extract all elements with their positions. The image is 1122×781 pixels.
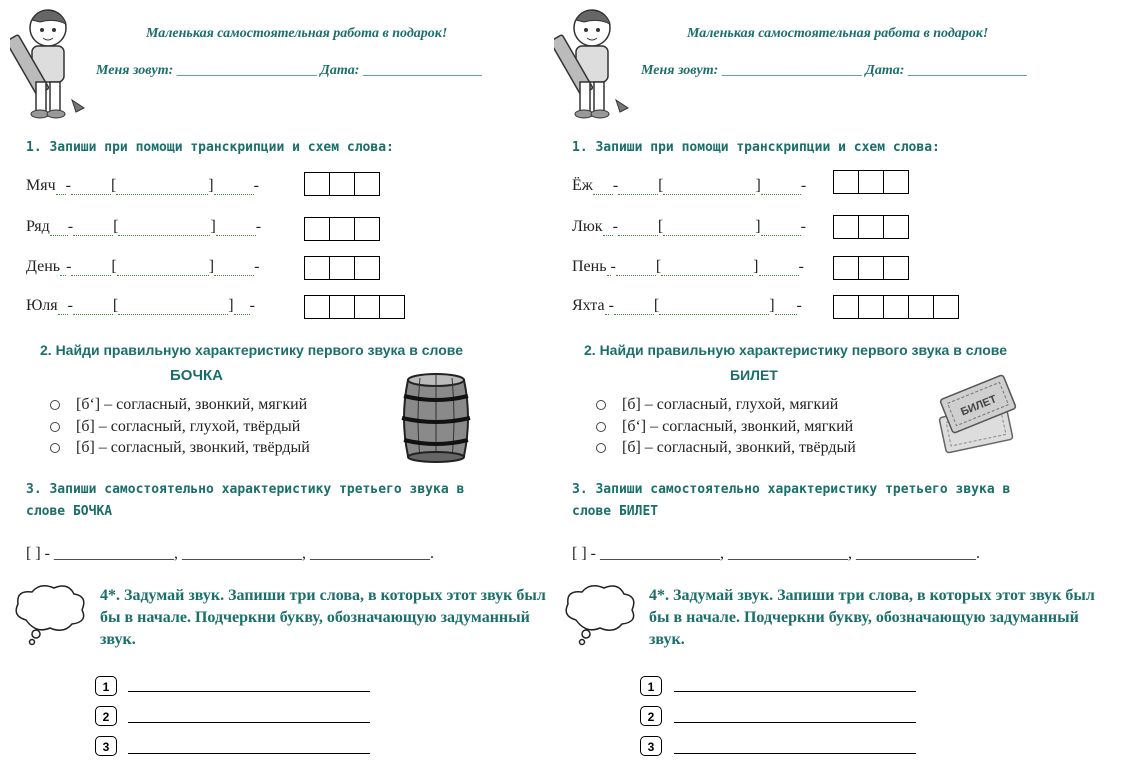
sound-scheme[interactable] bbox=[833, 215, 909, 239]
answer-line[interactable]: [ ] - _______________, _______________, _______________. bbox=[572, 545, 980, 562]
option-item[interactable] bbox=[596, 439, 856, 457]
dash: - bbox=[612, 218, 618, 235]
radio-icon[interactable] bbox=[596, 443, 606, 453]
dash: - bbox=[610, 258, 616, 275]
sound-scheme[interactable] bbox=[833, 256, 909, 280]
transcription-blank[interactable] bbox=[117, 261, 209, 276]
thought-cloud-icon bbox=[560, 582, 640, 646]
transcription-blank[interactable] bbox=[663, 221, 755, 236]
bracket-close: ] bbox=[755, 177, 761, 194]
task-3-word: слове БИЛЕТ bbox=[572, 504, 659, 519]
task-2-heading: 2. Найди правильную характеристику первого звука в слове bbox=[40, 342, 463, 358]
dash: - bbox=[253, 177, 259, 194]
transcription-blank[interactable] bbox=[118, 221, 210, 236]
bracket-open: [ bbox=[110, 177, 117, 194]
dash: - bbox=[796, 297, 802, 314]
number-box: 1 bbox=[640, 676, 662, 696]
date-label: Дата: bbox=[865, 63, 905, 78]
option-item[interactable] bbox=[596, 396, 838, 414]
answer-line-1[interactable] bbox=[674, 691, 916, 692]
barrel-icon bbox=[396, 372, 476, 464]
word-label: Ёж bbox=[572, 177, 593, 194]
bracket-open: [ bbox=[655, 258, 662, 275]
sound-scheme[interactable] bbox=[304, 256, 380, 280]
name-blank[interactable]: ____________________ bbox=[721, 63, 862, 78]
dash: - bbox=[249, 297, 255, 314]
bracket-open: [ bbox=[658, 177, 664, 194]
task-1-heading: 1. Запиши при помощи транскрипции и схем слова: bbox=[26, 140, 394, 155]
option-label: [б] – согласный, глухой, твёрдый bbox=[76, 418, 301, 435]
dash: - bbox=[67, 218, 74, 235]
answer-line-2[interactable] bbox=[128, 722, 370, 723]
transcription-blank[interactable] bbox=[661, 261, 753, 276]
transcription-blank[interactable] bbox=[118, 300, 228, 315]
word-row bbox=[26, 258, 259, 276]
transcription-blank[interactable] bbox=[659, 300, 769, 315]
option-label: [б‘] – согласный, звонкий, мягкий bbox=[622, 418, 854, 435]
sound-scheme[interactable] bbox=[304, 217, 380, 241]
task-4-text: 4*. Задумай звук. Запиши три слова, в которых этот звук был бы в начале. Подчеркни букву, обозначающую задуманный звук. bbox=[649, 587, 1095, 648]
word-label: Ряд bbox=[26, 218, 50, 235]
worksheet-right bbox=[546, 0, 1106, 781]
task-3-word: слове БОЧКА bbox=[26, 504, 113, 519]
answer-line-3[interactable] bbox=[128, 753, 370, 754]
task-1-heading: 1. Запиши при помощи транскрипции и схем слова: bbox=[572, 140, 940, 155]
transcription-blank[interactable] bbox=[663, 180, 755, 195]
dash: - bbox=[254, 258, 260, 275]
sound-scheme[interactable] bbox=[304, 295, 405, 319]
bracket-open: [ bbox=[653, 297, 660, 314]
kid-with-pencil-icon bbox=[554, 4, 644, 122]
word-label: Яхта bbox=[572, 297, 605, 314]
radio-icon[interactable] bbox=[50, 443, 60, 453]
bracket-close: ] bbox=[208, 258, 215, 275]
thought-cloud-icon bbox=[10, 582, 90, 646]
radio-icon[interactable] bbox=[596, 400, 606, 410]
dash: - bbox=[612, 177, 619, 194]
bracket-open: [ bbox=[112, 297, 119, 314]
word-label: День bbox=[26, 258, 61, 275]
bracket-close: ] bbox=[208, 177, 214, 194]
answer-line-2[interactable] bbox=[674, 722, 916, 723]
option-item[interactable] bbox=[50, 418, 300, 436]
bracket-close: ] bbox=[755, 218, 761, 235]
task-3-heading: 3. Запиши самостоятельно характеристику третьего звука в bbox=[26, 482, 465, 497]
radio-icon[interactable] bbox=[596, 422, 606, 432]
bracket-close: ] bbox=[228, 297, 234, 314]
radio-icon[interactable] bbox=[50, 422, 60, 432]
bracket-close: ] bbox=[769, 297, 775, 314]
number-box: 3 bbox=[95, 736, 117, 756]
bracket-open: [ bbox=[657, 218, 664, 235]
word-row bbox=[572, 218, 806, 236]
option-label: [б] – согласный, глухой, мягкий bbox=[622, 396, 839, 413]
radio-icon[interactable] bbox=[50, 400, 60, 410]
bracket-close: ] bbox=[210, 218, 216, 235]
sound-scheme[interactable] bbox=[304, 172, 380, 196]
option-label: [б‘] – согласный, звонкий, мягкий bbox=[76, 396, 308, 413]
word-row bbox=[26, 177, 259, 195]
word-row bbox=[572, 297, 802, 315]
dash: - bbox=[67, 297, 73, 314]
word-label: Юля bbox=[26, 297, 58, 314]
bracket-close: ] bbox=[753, 258, 759, 275]
page-title: Маленькая самостоятельная работа в подарок! bbox=[687, 26, 989, 41]
dash: - bbox=[798, 258, 804, 275]
word-label: Пень bbox=[572, 258, 607, 275]
option-item[interactable] bbox=[596, 418, 853, 436]
date-blank[interactable]: _________________ bbox=[362, 63, 482, 78]
task-2-word: БИЛЕТ bbox=[730, 367, 778, 383]
answer-line[interactable]: [ ] - _______________, _______________, _______________. bbox=[26, 545, 434, 562]
bracket-open: [ bbox=[113, 218, 119, 235]
number-box: 2 bbox=[640, 706, 662, 726]
word-label: Люк bbox=[572, 218, 603, 235]
page-title: Маленькая самостоятельная работа в подарок! bbox=[146, 26, 448, 41]
bracket-open: [ bbox=[111, 258, 117, 275]
dash: - bbox=[255, 218, 262, 235]
name-date-line bbox=[96, 63, 482, 79]
ticket-label: БИЛЕТ bbox=[959, 393, 999, 419]
date-blank[interactable]: _________________ bbox=[907, 63, 1027, 78]
dash: - bbox=[65, 177, 71, 194]
number-box: 2 bbox=[95, 706, 117, 726]
name-label: Меня зовут: bbox=[641, 63, 719, 78]
number-box: 3 bbox=[640, 736, 662, 756]
date-label: Дата: bbox=[320, 63, 360, 78]
option-item[interactable] bbox=[50, 396, 307, 414]
option-label: [б] – согласный, звонкий, твёрдый bbox=[76, 439, 310, 456]
dash: - bbox=[800, 218, 806, 235]
number-box: 1 bbox=[95, 676, 117, 696]
word-row bbox=[572, 258, 804, 276]
option-item[interactable] bbox=[50, 439, 310, 457]
answer-line-3[interactable] bbox=[674, 753, 916, 754]
word-label: Мяч bbox=[26, 177, 56, 194]
worksheet-left bbox=[0, 0, 560, 781]
name-date-line bbox=[641, 63, 1027, 79]
task-4-text: 4*. Задумай звук. Запиши три слова, в которых этот звук был бы в начале. Подчеркни букву, обозначающую задуманный звук. bbox=[100, 587, 546, 648]
ticket-icon bbox=[936, 370, 1020, 456]
sound-scheme[interactable] bbox=[833, 170, 909, 194]
dash: - bbox=[66, 258, 72, 275]
name-blank[interactable]: ____________________ bbox=[176, 63, 317, 78]
task-2-heading: 2. Найди правильную характеристику первого звука в слове bbox=[584, 342, 1007, 358]
sound-scheme[interactable] bbox=[833, 295, 959, 319]
name-label: Меня зовут: bbox=[96, 63, 174, 78]
dash: - bbox=[608, 297, 614, 314]
answer-line-1[interactable] bbox=[128, 691, 370, 692]
option-label: [б] – согласный, звонкий, твёрдый bbox=[622, 439, 856, 456]
word-row bbox=[572, 177, 806, 195]
transcription-blank[interactable] bbox=[116, 180, 208, 195]
kid-with-pencil-icon bbox=[10, 4, 100, 122]
task-2-word: БОЧКА bbox=[170, 367, 223, 384]
task-3-heading: 3. Запиши самостоятельно характеристику третьего звука в bbox=[572, 482, 1011, 497]
word-row bbox=[26, 218, 261, 236]
dash: - bbox=[800, 177, 807, 194]
word-row bbox=[26, 297, 255, 315]
